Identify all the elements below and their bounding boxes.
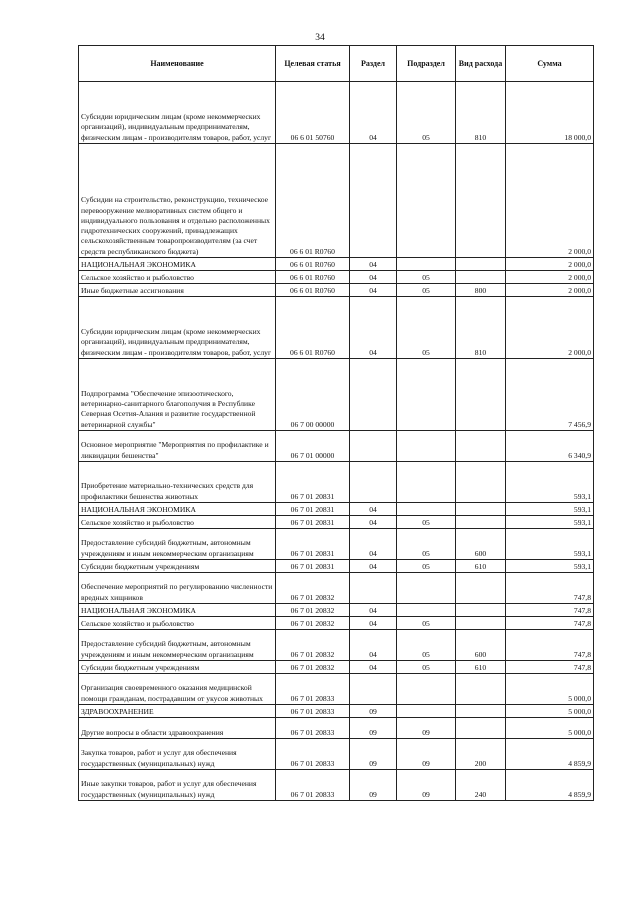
row-subsection [397, 462, 456, 503]
row-target: 06 7 01 20831 [276, 529, 350, 560]
row-target: 06 7 01 20831 [276, 462, 350, 503]
row-amount: 2 000,0 [506, 144, 594, 258]
row-subsection: 09 [397, 718, 456, 739]
row-section: 04 [350, 630, 397, 661]
row-name: Субсидии бюджетным учреждениям [79, 661, 276, 674]
table-row [79, 271, 594, 284]
row-subsection: 05 [397, 661, 456, 674]
row-amount: 747,8 [506, 604, 594, 617]
row-expense-type [456, 359, 506, 431]
row-expense-type: 800 [456, 284, 506, 297]
row-section [350, 359, 397, 431]
row-subsection: 09 [397, 739, 456, 770]
table-row [79, 529, 594, 560]
row-section: 09 [350, 739, 397, 770]
row-section: 04 [350, 82, 397, 144]
row-subsection: 05 [397, 560, 456, 573]
row-target: 06 7 01 20833 [276, 705, 350, 718]
row-section: 04 [350, 529, 397, 560]
row-section: 09 [350, 705, 397, 718]
table-row [79, 560, 594, 573]
table-row [79, 462, 594, 503]
row-target: 06 7 01 20832 [276, 630, 350, 661]
table-header-row [79, 46, 594, 82]
header-section: Раздел [350, 46, 397, 82]
header-name: Наименование [79, 46, 276, 82]
row-name: Иные бюджетные ассигнования [79, 284, 276, 297]
row-target: 06 6 01 50760 [276, 82, 350, 144]
row-name: НАЦИОНАЛЬНАЯ ЭКОНОМИКА [79, 604, 276, 617]
header-subsection: Подраздел [397, 46, 456, 82]
row-name: Другие вопросы в области здравоохранения [79, 718, 276, 739]
row-target: 06 7 01 20832 [276, 661, 350, 674]
row-amount: 2 000,0 [506, 284, 594, 297]
row-name: НАЦИОНАЛЬНАЯ ЭКОНОМИКА [79, 258, 276, 271]
row-subsection [397, 705, 456, 718]
row-expense-type [456, 431, 506, 462]
row-section: 09 [350, 718, 397, 739]
row-section [350, 674, 397, 705]
table-row [79, 718, 594, 739]
row-name: Приобретение материально-технических средств для профилактики бешенства животных [79, 462, 276, 503]
row-amount: 747,8 [506, 573, 594, 604]
row-name: Субсидии бюджетным учреждениям [79, 560, 276, 573]
row-subsection: 05 [397, 617, 456, 630]
row-subsection [397, 431, 456, 462]
row-subsection [397, 604, 456, 617]
table-body [79, 82, 594, 801]
row-target: 06 7 01 20833 [276, 718, 350, 739]
row-expense-type: 600 [456, 529, 506, 560]
row-amount: 4 859,9 [506, 770, 594, 801]
row-amount: 593,1 [506, 560, 594, 573]
row-expense-type [456, 144, 506, 258]
page-number: 34 [315, 33, 325, 43]
row-amount: 18 000,0 [506, 82, 594, 144]
row-section: 04 [350, 503, 397, 516]
row-expense-type [456, 604, 506, 617]
header-target: Целевая статья [276, 46, 350, 82]
row-target: 06 6 01 R0760 [276, 258, 350, 271]
row-expense-type [456, 258, 506, 271]
row-name: Субсидии юридическим лицам (кроме некоммерческих организаций), индивидуальным предпринимателям, физическим лицам - производителям товаров, работ, услуг [79, 297, 276, 359]
row-target: 06 6 01 R0760 [276, 271, 350, 284]
row-target: 06 6 01 R0760 [276, 297, 350, 359]
row-subsection: 05 [397, 516, 456, 529]
row-target: 06 7 00 00000 [276, 359, 350, 431]
header-expense-type: Вид расхода [456, 46, 506, 82]
row-expense-type: 240 [456, 770, 506, 801]
table-row [79, 573, 594, 604]
row-expense-type [456, 516, 506, 529]
table-row [79, 503, 594, 516]
row-amount: 5 000,0 [506, 674, 594, 705]
table-row [79, 516, 594, 529]
row-section [350, 431, 397, 462]
table-row [79, 770, 594, 801]
row-amount: 2 000,0 [506, 297, 594, 359]
row-amount: 4 859,9 [506, 739, 594, 770]
row-target: 06 7 01 20833 [276, 674, 350, 705]
row-section [350, 144, 397, 258]
row-subsection: 05 [397, 284, 456, 297]
table-row [79, 617, 594, 630]
row-expense-type [456, 462, 506, 503]
row-section: 04 [350, 297, 397, 359]
row-amount: 5 000,0 [506, 705, 594, 718]
row-name: Субсидии юридическим лицам (кроме некоммерческих организаций), индивидуальным предпринимателям, физическим лицам - производителям товаров, работ, услуг [79, 82, 276, 144]
row-name: Предоставление субсидий бюджетным, автономным учреждениям и иным некоммерческим организациям [79, 630, 276, 661]
row-amount: 593,1 [506, 462, 594, 503]
table-row [79, 144, 594, 258]
row-amount: 593,1 [506, 503, 594, 516]
row-expense-type: 610 [456, 560, 506, 573]
row-amount: 2 000,0 [506, 271, 594, 284]
row-expense-type: 810 [456, 82, 506, 144]
row-section: 04 [350, 604, 397, 617]
row-expense-type [456, 617, 506, 630]
row-target: 06 7 01 20831 [276, 560, 350, 573]
row-target: 06 7 01 20832 [276, 573, 350, 604]
row-amount: 747,8 [506, 617, 594, 630]
row-section [350, 573, 397, 604]
row-amount: 593,1 [506, 516, 594, 529]
row-amount: 2 000,0 [506, 258, 594, 271]
row-expense-type: 200 [456, 739, 506, 770]
row-section: 04 [350, 560, 397, 573]
table-row [79, 739, 594, 770]
row-amount: 5 000,0 [506, 718, 594, 739]
row-subsection [397, 359, 456, 431]
table-row [79, 431, 594, 462]
row-section [350, 462, 397, 503]
row-target: 06 7 01 20831 [276, 503, 350, 516]
row-target: 06 6 01 R0760 [276, 144, 350, 258]
row-target: 06 7 01 00000 [276, 431, 350, 462]
row-target: 06 7 01 20833 [276, 770, 350, 801]
row-expense-type [456, 573, 506, 604]
row-amount: 747,8 [506, 661, 594, 674]
row-name: Сельское хозяйство и рыболовство [79, 271, 276, 284]
row-name: Закупка товаров, работ и услуг для обеспечения государственных (муниципальных) нужд [79, 739, 276, 770]
row-expense-type [456, 271, 506, 284]
row-expense-type: 600 [456, 630, 506, 661]
table-row [79, 604, 594, 617]
row-amount: 6 340,9 [506, 431, 594, 462]
table-row [79, 82, 594, 144]
table-row [79, 258, 594, 271]
row-name: Обеспечение мероприятий по регулированию численности вредных хищников [79, 573, 276, 604]
row-subsection: 05 [397, 630, 456, 661]
table-row [79, 359, 594, 431]
row-name: Иные закупки товаров, работ и услуг для обеспечения государственных (муниципальных) нужд [79, 770, 276, 801]
row-section: 04 [350, 516, 397, 529]
row-target: 06 7 01 20833 [276, 739, 350, 770]
row-expense-type [456, 718, 506, 739]
row-section: 04 [350, 661, 397, 674]
row-subsection [397, 674, 456, 705]
row-section: 04 [350, 284, 397, 297]
row-name: ЗДРАВООХРАНЕНИЕ [79, 705, 276, 718]
row-target: 06 7 01 20832 [276, 604, 350, 617]
row-amount: 747,8 [506, 630, 594, 661]
row-expense-type [456, 503, 506, 516]
table-row [79, 674, 594, 705]
table-row [79, 661, 594, 674]
row-name: Сельское хозяйство и рыболовство [79, 516, 276, 529]
row-name: Субсидии на строительство, реконструкцию, техническое перевооружение мелиоративных систем общего и индивидуального пользования и отдельно расположенных гидротехнических сооружений, принадлежащих сельскохозяйственным товаропроизводителям (за счет средств республиканского бюджета) [79, 144, 276, 258]
row-subsection [397, 573, 456, 604]
row-amount: 593,1 [506, 529, 594, 560]
row-subsection: 05 [397, 297, 456, 359]
row-subsection [397, 503, 456, 516]
row-target: 06 7 01 20831 [276, 516, 350, 529]
row-name: Подпрограмма "Обеспечение эпизоотического, ветеринарно-санитарного благополучия в Республике Северная Осетия-Алания и развитие государственной ветеринарной службы" [79, 359, 276, 431]
row-subsection: 05 [397, 529, 456, 560]
row-section: 04 [350, 271, 397, 284]
table-row [79, 284, 594, 297]
row-subsection [397, 144, 456, 258]
row-expense-type [456, 674, 506, 705]
row-expense-type: 810 [456, 297, 506, 359]
row-name: Организация своевременного оказания медицинской помощи гражданам, пострадавшим от укусов животных [79, 674, 276, 705]
row-target: 06 6 01 R0760 [276, 284, 350, 297]
row-name: Предоставление субсидий бюджетным, автономным учреждениям и иным некоммерческим организациям [79, 529, 276, 560]
table-row [79, 705, 594, 718]
row-target: 06 7 01 20832 [276, 617, 350, 630]
row-subsection: 05 [397, 271, 456, 284]
budget-table [78, 45, 594, 801]
row-subsection [397, 258, 456, 271]
row-expense-type [456, 705, 506, 718]
table-row [79, 630, 594, 661]
row-section: 09 [350, 770, 397, 801]
row-name: Основное мероприятие "Мероприятия по профилактике и ликвидации бешенства" [79, 431, 276, 462]
row-name: НАЦИОНАЛЬНАЯ ЭКОНОМИКА [79, 503, 276, 516]
row-expense-type: 610 [456, 661, 506, 674]
table-row [79, 297, 594, 359]
row-subsection: 05 [397, 82, 456, 144]
row-section: 04 [350, 617, 397, 630]
row-subsection: 09 [397, 770, 456, 801]
row-amount: 7 456,9 [506, 359, 594, 431]
header-amount: Сумма [506, 46, 594, 82]
row-name: Сельское хозяйство и рыболовство [79, 617, 276, 630]
row-section: 04 [350, 258, 397, 271]
